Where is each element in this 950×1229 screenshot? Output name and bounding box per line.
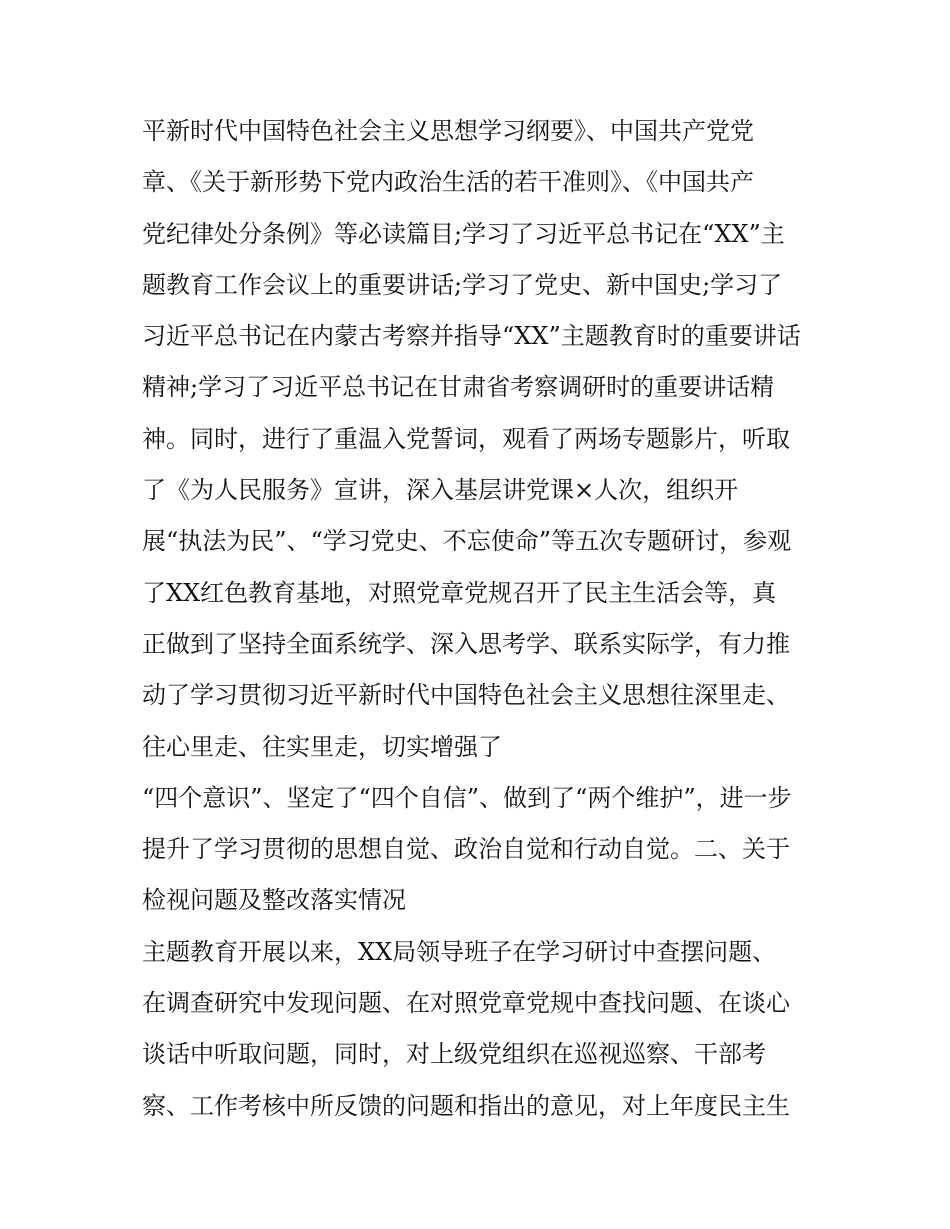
text-line: “四个意识”、坚定了“四个自信”、做到了“两个维护”，进一步 — [142, 783, 792, 812]
text-line: 精神;学习了习近平总书记在甘肃省考察调研时的重要讲话精 — [142, 373, 775, 402]
text-line: 了XX红色教育基地，对照党章党规召开了民主生活会等，真 — [142, 578, 777, 607]
text-line: 察、工作考核中所反馈的问题和指出的意见，对上年度民主生 — [142, 1091, 790, 1120]
text-line: 动了学习贯彻习近平新时代中国特色社会主义思想往深里走、 — [142, 681, 790, 710]
text-line: 习近平总书记在内蒙古考察并指导“XX”主题教育时的重要讲话 — [142, 322, 801, 351]
text-line: 题教育工作会议上的重要讲话;学习了党史、新中国史;学习了 — [142, 270, 783, 299]
text-line: 平新时代中国特色社会主义思想学习纲要》、中国共产党党 — [142, 117, 754, 145]
text-line: 谈话中听取问题，同时，对上级党组织在巡视巡察、干部考 — [142, 1040, 766, 1069]
text-line: 展“执法为民”、“学习党史、不忘使命”等五次专题研讨，参观 — [142, 527, 792, 556]
text-line: 章、《关于新形势下党内政治生活的若干准则》、《中国共产 — [142, 168, 754, 197]
text-line: 了《为人民服务》宣讲，深入基层讲党课×人次，组织开 — [142, 476, 739, 505]
text-line: 主题教育开展以来，XX局领导班子在学习研讨中查摆问题、 — [142, 937, 777, 966]
text-line: 神。同时，进行了重温入党誓词，观看了两场专题影片，听取 — [142, 424, 790, 453]
section-heading: 检视问题及整改落实情况 — [142, 886, 406, 915]
text-line: 党纪律处分条例》等必读篇目;学习了习近平总书记在“XX”主 — [142, 219, 785, 248]
text-line: 在调查研究中发现问题、在对照党章党规中查找问题、在谈心 — [142, 989, 790, 1018]
document-body — [142, 106, 822, 1132]
text-line: 正做到了坚持全面系统学、深入思考学、联系实际学，有力推 — [142, 629, 790, 658]
text-line: 往心里走、往实里走，切实增强了 — [142, 732, 502, 761]
text-line: 提升了学习贯彻的思想自觉、政治自觉和行动自觉。二、关于 — [142, 835, 790, 864]
